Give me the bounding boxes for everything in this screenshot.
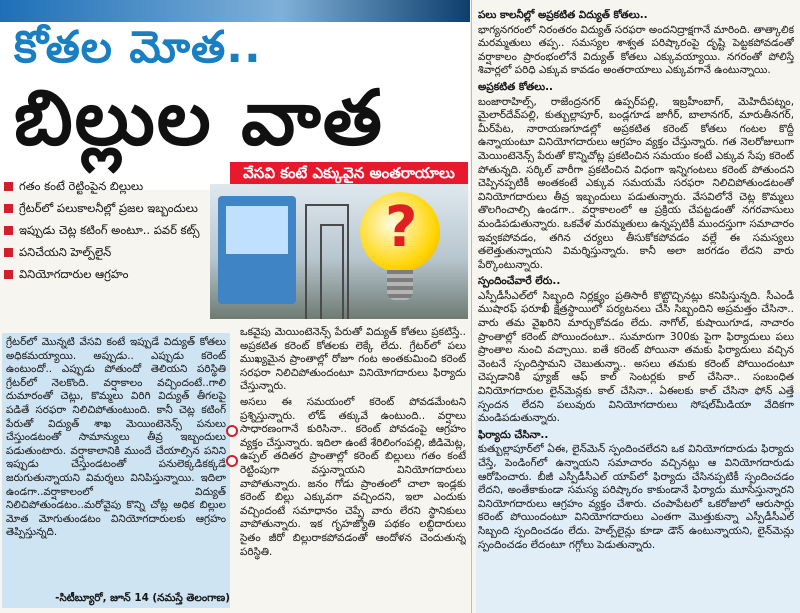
section-heading: ఫిర్యాదు చేసినా.. xyxy=(478,428,549,441)
middle-column xyxy=(240,326,466,608)
headline-strap: వేసవి కంటే ఎక్కువైన అంతరాయాలు xyxy=(230,162,468,184)
electric-meter-icon xyxy=(218,196,296,304)
section-heading: అప్రకటిత కోతలు.. xyxy=(478,80,554,93)
meter-screen-icon xyxy=(226,206,288,254)
intro-text xyxy=(6,336,226,588)
byline: -సిటీబ్యూరో, జూన్ 14 (నమస్తే తెలంగాణ) xyxy=(55,592,230,604)
separator-dot-icon xyxy=(226,455,238,467)
section-heading: స్పందించేవారే లేరు.. xyxy=(478,275,561,288)
bullet-square-icon xyxy=(4,248,13,257)
highlight-text: గ్రేటర్‌లో పలుకాలనీల్లో ప్రజల ఇబ్బందులు xyxy=(19,201,198,215)
highlight-item xyxy=(2,178,207,194)
middle-paragraph: ఒకవైపు మెయింటెనెన్స్ పేరుతో విద్యుత్ కోతలు ప్రకటిస్తే.. అప్రకటిత కరెంట్ కోతలకు లెక్కే లేదు. గ్రేటర్‌లో పలు ముఖ్యమైన ప్రాంతాల్లో రోజూ గంట అంతకుమించి కరెంట్ సరఫరా నిలిచిపోతుందంటూ వినియోగదారులు ఫిర్యాదు చేస్తున్నారు. xyxy=(240,326,466,393)
highlight-text: వినియోగదారుల ఆగ్రహం xyxy=(19,267,129,281)
bullet-square-icon xyxy=(4,204,13,213)
column-divider xyxy=(471,0,472,613)
pylon-icon xyxy=(320,224,344,319)
bullet-square-icon xyxy=(4,270,13,279)
headline-area xyxy=(0,0,470,190)
question-mark-icon: ? xyxy=(385,195,418,260)
intro-paragraph: గ్రేటర్‌లో మొన్నటి వేసవి కంటే ఇప్పుడే విద్యుత్ కోతలు అధికమయ్యాయి. అప్పుడు.. ఎప్పుడు కరెంట్ ఉంటుందో.. ఎప్పుడు పోతుందో తెలియని పరిస్థితి గ్రేటర్‌లో నెలకొంది. వర్షాకాలం వచ్చిందంటే..గాలి దుమారంతో చెట్లు, కొమ్మలు విరిగి విద్యుత్ తీగలపై పడితే సరఫరా నిలిచిపోతుంటుంది. కానీ చెట్ల కటింగ్ పేరుతో విద్యుత్ శాఖ మెయింటెనెన్స్ పనులు చేస్తుండటంతో సామాన్యులు తీవ్ర ఇబ్బందులు పడుతుంటారు. వర్షాకాలానికి ముందే చేయాల్సిన పనిని ఇప్పుడు చేస్తుండటంతో పనులెక్కడికక్కడే జరుగుతున్నాయని విమర్శలు వినిపిస్తున్నాయి. ఇదిలా ఉండగా..వర్షాకాలంలో విద్యుత్ నిలిచిపోతుండటం..మరోవైపు కొన్ని చోట్ల అధిక బిల్లుల మోత మోగుతుండటం వినియోగదారులకు ఆగ్రహం తెప్పిస్తున్నది. xyxy=(6,336,226,539)
bullet-square-icon xyxy=(4,182,13,191)
headline-main: బిల్లుల వాత xyxy=(14,73,384,162)
lightning-banner xyxy=(0,0,470,22)
headline-kicker: కోతల మోత.. xyxy=(14,22,262,73)
middle-paragraph: అసలు ఈ సమయంలో కరెంట్ పోవడమేంటని ప్రశ్నిస్తున్నారు. లోడ్ తక్కువే ఉంటుంది.. వర్షాలు సాధారణంగానే కురిసినా.. కరెంట్ పోవడంపై ఆగ్రహం వ్యక్తం చేస్తున్నారు. ఇదిలా ఉంటే శేరిలింగంపల్లి, జీడిమెట్ల, ఉప్పల్ తదితర ప్రాంతాల్లో కరెంట్ బిల్లులు గతం కంటే రెట్టింపుగా వస్తున్నాయని వినియోగదారులు వాపోతున్నారు. జనం గోడు ప్రాంతంలో చాలా ఇండ్లకు కరెంట్ బిల్లు ఎక్కువగా వచ్చిందని, ఇలా ఎందుకు వచ్చిందంటే సమాధానం చెప్పే వారు లేరని స్థానికులు వాపోతున్నారు. ఇక గృహజ్యోతి పథకం లబ్ధిదారులు సైతం జీరో బిల్లురాకపోవడంతో ఆందోళన చెందుతున్న పరిస్థితి. xyxy=(240,395,466,558)
section-paragraph: ఎస్పీడీసీఎల్‌లో సిబ్బంది నిర్లక్ష్యం ప్రతిసారీ కొట్టొచ్చినట్లు కనిపిస్తున్నది. సీఎండీ ముషారఫ్ ఫరూఖీ క్షేత్రస్థాయిలో పర్యటనలు చేసి సిబ్బందిని అప్రమత్తం చేసినా.. వారు తమ వైఖరిని మార్చుకోవడం లేదు. నాగోల్, కుషాయిగూడ, నాచారం ప్రాంతాల్లో కరెంట్ పోయిందంటూ.. సుమారుగా 300కు పైగా ఫిర్యాదులు పలు ప్రాంతాల నుంచి వచ్చాయి. ఐతే కరెంట్ పోయినా తమకు ఫిర్యాదులు వచ్చిన వెంటనే స్పందిస్తామని చెబుతున్నా.. అసలు తమకు కరెంట్ పోయిందంటూ చెప్పడానికి ఫ్యూజ్ ఆఫ్ కాల్ సెంటర్లకు కాల్ చేసినా.. సంబంధిత వినియోగదారుల లైన్‌మెన్లకు కాల్ చేసినా.. ఏఈలకు కాల్ చేసినా ఫోన్ ఎత్తే స్పందన లేదని పలువురు వినియోగదారులు సోషల్‌మీడియా వేదికగా మండిపడుతున్నారు. xyxy=(478,289,794,425)
highlight-item xyxy=(2,266,207,282)
electricity-photo xyxy=(210,184,468,319)
bullet-square-icon xyxy=(4,226,13,235)
highlight-item xyxy=(2,200,207,216)
highlights-list xyxy=(2,178,207,288)
separator-dot-icon xyxy=(226,425,238,437)
highlight-item xyxy=(2,244,207,260)
highlight-text: పనిచేయని హెల్ప్‌లైన్ xyxy=(19,245,112,259)
highlight-text: ఇప్పుడు చెట్ల కటింగ్ అంటూ.. పవర్ కట్స్ xyxy=(19,223,200,237)
section-paragraph: భాగ్యనగరంలో నిరంతరం విద్యుత్ సరఫరా అందనిద్రాక్షగానే మారింది. తాత్కాలిక మరమ్మతులు తప్ప.. సమస్యల శాశ్వత పరిష్కారంపై దృష్టి పెట్టకపోవడంతో వర్షాకాలం ప్రారంభంలోనే విద్యుత్ కోతలు ఎక్కువయ్యాయి. నగరంతో పోలిస్తే శివార్లలో పరిధి ఎక్కువ కావడం అంతరాయాలు ఎక్కువగానే ఉంటున్నాయి. xyxy=(478,23,794,77)
section-paragraph: బంజారాహిల్స్, రాజేంద్రనగర్ ఉప్పర్‌పల్లి, ఇబ్రహీంబాగ్, మెహిదీపట్నం, మైలార్‌దేవ్‌పల్లి, కుత్బుల్లాపూర్, బండ్లగూడ జాగీర్, బాలానగర్, మారుతీనగర్, మీర్‌పేట, నారాయణగూడల్లో అప్రకటిత కరెంట్ కోతలు గంటల కొద్దీ ఉన్నాయంటూ వినియోగదారులు ఆగ్రహం వ్యక్తం చేస్తున్నారు. గత నెలరోజులుగా మెయింటెనెన్స్ పేరుతో కొన్నిచోట్ల ప్రకటించిన సమయం కంటే ఎక్కువ సేపు కరెంట్ పోతున్నది. సర్కిల్ వారీగా ప్రకటించిన విధంగా ఇన్నిగంటలు కరెంట్ పోతుందని చెప్పినప్పటికీ అంతకంటే ఎక్కువ సమయమే సరఫరా నిలిచిపోతుండటంతో వినియోగదారులు తీవ్ర ఇబ్బందులు పడుతున్నారు. వేసవిలోనే చెట్ల కొమ్మలు తొలగించాల్సి ఉండగా.. వర్షాకాలంలో ఆ ప్రక్రియ చేపట్టడంతో నగరవాసులు మండిపడుతున్నారు. ఒకవేళ మరమ్మతులు ఉన్నప్పటికీ ముందస్తుగా సమాచారం ఇవ్వకపోవడం, తగిన చర్యలు తీసుకోకపోవడం వల్లే ఈ సమస్యలు తలెత్తుతున్నాయని విమర్శిస్తున్నారు. కానీ అలా జరగడం లేదని వారు పేర్కొంటున్నారు. xyxy=(478,95,794,271)
right-column xyxy=(478,6,794,608)
section-heading: పలు కాలనీల్లో అప్రకటిత విద్యుత్ కోతలు.. xyxy=(478,9,648,21)
section-paragraph: కుత్బుల్లాపూర్‌లో ఏఈ, లైన్‌మెన్ స్పందించలేదని ఒక వినియోగదారుడు ఫిర్యాదు చేస్తే, పెండింగ్‌లో ఉన్నాయని సమాచారం వచ్చినట్లు ఆ వినియోగదారుడు ఆరోపించారు. బీజీ ఎస్పీడీసీఎల్ యాప్‌లో ఫిర్యాదు చేసినప్పటికీ స్పందించడం లేదని, అంతేకాకుండా సమస్య పరిష్కారం కాకుండానే ఫిర్యాదు మూసేస్తున్నారని వినియోగదారులు ఆగ్రహం వ్యక్తం చేశారు. చంపాపేటలో ఒకరోజులో ఆరుసార్లు కరెంట్ పోయిందంటూ వినియోగదారులు ఎంతగా మొత్తుకున్నా ఎస్పీడీసీఎల్ సిబ్బంది స్పందించడం లేదు. హెల్ప్‌లైన్లు కూడా డౌన్ ఉంటున్నాయని, లైన్‌మెన్లు స్పందించడం లేదంటూ గగ్గోలు పెడుతున్నారు. xyxy=(478,443,794,551)
highlight-item xyxy=(2,222,207,238)
highlight-text: గతం కంటే రెట్టింపైన బిల్లులు xyxy=(19,179,144,193)
bulb-base-icon xyxy=(387,270,413,300)
